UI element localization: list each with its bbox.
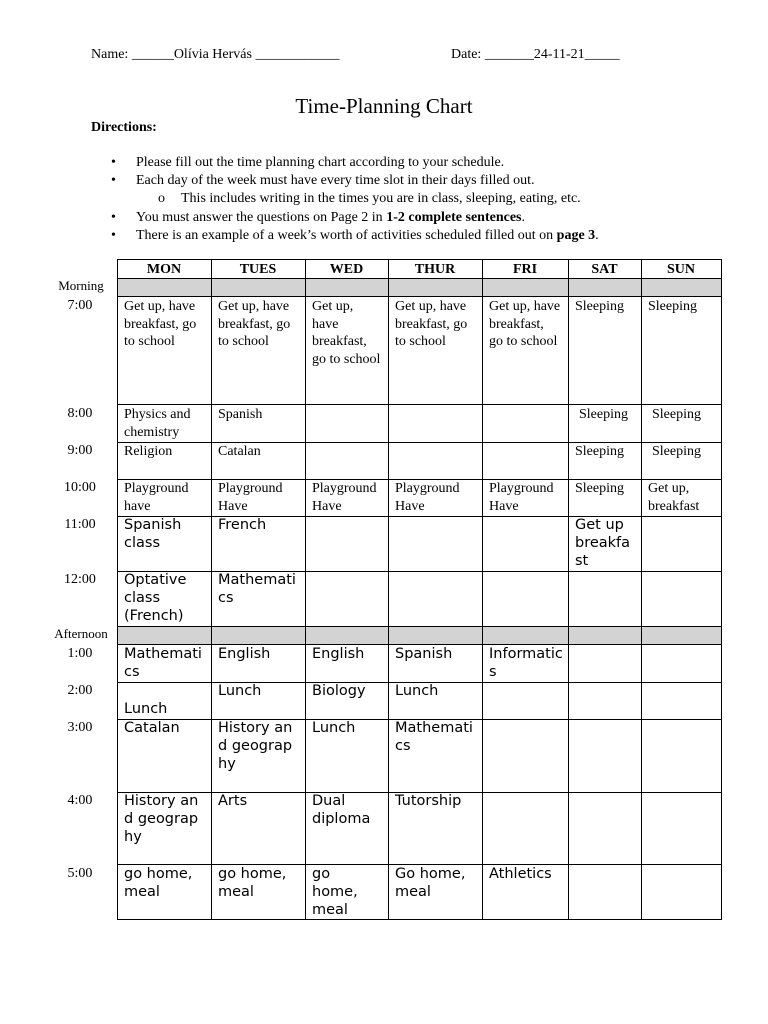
schedule-cell: Playground Have [489, 481, 554, 514]
page-title: Time-Planning Chart [295, 94, 473, 118]
directions-emphasis: page 3 [556, 228, 596, 243]
time-label: 2:00 [67, 683, 93, 698]
schedule-cell: Catalan [124, 720, 180, 736]
time-label: 10:00 [64, 480, 96, 495]
schedule-cell: Lunch [395, 683, 439, 699]
time-label: 11:00 [64, 517, 96, 532]
time-label: 12:00 [64, 572, 96, 587]
schedule-cell: Get up, have breakfast, go to school [395, 299, 468, 349]
schedule-cell: Lunch [124, 701, 168, 717]
directions-item [111, 209, 525, 227]
table-rule [388, 259, 389, 920]
time-label: 9:00 [67, 443, 93, 458]
section-label-afternoon: Afternoon [54, 626, 108, 641]
day-header-sat: SAT [591, 262, 618, 277]
date-field: Date: _______24-11-21_____ [451, 47, 620, 62]
schedule-cell: Sleeping [575, 299, 624, 314]
bullet-icon: • [111, 155, 116, 170]
table-rule [641, 259, 642, 920]
afternoon-shaded-row [118, 627, 722, 644]
bullet-icon: • [111, 173, 116, 188]
sub-bullet-marker: o [158, 191, 165, 206]
schedule-cell: Spanish class [124, 517, 182, 552]
schedule-cell: Get up, have breakfast, go to school [124, 299, 197, 349]
schedule-cell: Playground Have [218, 481, 283, 514]
schedule-cell: Sleeping [575, 481, 624, 496]
morning-shaded-row [118, 279, 722, 296]
schedule-cell: Get up breakfast [575, 517, 631, 570]
table-rule [568, 259, 569, 920]
schedule-cell: Get up, have breakfast, go to school [312, 299, 381, 367]
schedule-cell: Physics and chemistry [124, 407, 191, 440]
table-rule [117, 259, 118, 920]
table-rule [482, 259, 483, 920]
table-rule [117, 296, 722, 297]
schedule-cell: Get up, have breakfast, go to school [218, 299, 291, 349]
day-header-mon: MON [146, 262, 182, 277]
schedule-cell: Optative class (French) [124, 572, 187, 625]
schedule-cell: Mathematics [124, 646, 202, 681]
directions-item-text: You must answer the questions on Page 2 in [136, 210, 387, 225]
schedule-cell: Playground Have [395, 481, 460, 514]
schedule-cell: History and geography [124, 793, 199, 846]
schedule-cell: Athletics [489, 866, 552, 882]
schedule-cell: English [218, 646, 271, 662]
section-label-morning: Morning [58, 278, 104, 293]
schedule-cell: Biology [312, 683, 366, 699]
schedule-cell: Catalan [218, 444, 261, 459]
directions-item-text: Each day of the week must have every time slot in their days filled out. [136, 173, 535, 188]
schedule-cell: Get up, breakfast [648, 481, 700, 514]
schedule-cell: Mathematics [395, 720, 473, 755]
bullet-icon: • [111, 228, 116, 243]
table-rule [211, 259, 212, 920]
day-header-fri: FRI [512, 262, 538, 277]
time-label: 1:00 [67, 646, 93, 661]
schedule-cell: Lunch [312, 720, 356, 736]
directions-item-text: There is an example of a week’s worth of activities scheduled filled out on [136, 228, 557, 243]
directions-item-end: . [521, 210, 525, 225]
directions-item-text: Please fill out the time planning chart according to your schedule. [136, 155, 505, 170]
schedule-cell: Sleeping [575, 444, 624, 459]
directions-subitem [158, 190, 581, 208]
schedule-cell: Playground Have [312, 481, 377, 514]
schedule-cell: Spanish [218, 407, 263, 422]
schedule-cell: Lunch [218, 683, 262, 699]
table-rule [117, 919, 722, 920]
time-label: 4:00 [67, 793, 93, 808]
schedule-cell: Dual diploma [312, 793, 371, 828]
schedule-cell: Arts [218, 793, 248, 809]
schedule-cell: Mathematics [218, 572, 296, 607]
schedule-cell: Sleeping [652, 444, 701, 459]
schedule-cell: go home, meal [218, 866, 287, 901]
schedule-cell: Tutorship [395, 793, 462, 809]
schedule-cell: Playground have [124, 481, 189, 514]
name-field: Name: ______Olívia Hervás ____________ [91, 47, 340, 62]
schedule-cell: Get up, have breakfast, go to school [489, 299, 561, 349]
directions-item-end: . [595, 228, 599, 243]
schedule-cell: Informatics [489, 646, 563, 681]
directions-subitem-text: This includes writing in the times you are in class, sleeping, eating, etc. [181, 191, 581, 206]
day-header-wed: WED [329, 262, 364, 277]
day-header-sun: SUN [666, 262, 695, 277]
directions-label: Directions: [91, 120, 157, 135]
schedule-cell: Spanish [395, 646, 453, 662]
time-label: 7:00 [67, 298, 93, 313]
directions-item [111, 154, 505, 172]
schedule-cell: English [312, 646, 365, 662]
schedule-cell: go home, meal [124, 866, 193, 901]
directions-emphasis: 1-2 complete sentences [386, 210, 522, 225]
time-label: 3:00 [67, 720, 93, 735]
day-header-thur: THUR [414, 262, 456, 277]
table-rule [117, 626, 722, 627]
schedule-cell: Go home, meal [395, 866, 466, 901]
directions-item [111, 172, 535, 190]
schedule-cell: Religion [124, 444, 173, 459]
schedule-cell: Sleeping [579, 407, 628, 422]
table-rule [305, 259, 306, 920]
time-label: 5:00 [67, 866, 93, 881]
schedule-cell: French [218, 517, 267, 533]
bullet-icon: • [111, 210, 116, 225]
day-header-tues: TUES [239, 262, 277, 277]
time-label: 8:00 [67, 406, 93, 421]
table-rule [117, 404, 722, 405]
table-rule [721, 259, 722, 920]
schedule-cell: History and geography [218, 720, 293, 773]
schedule-cell: go home, meal [312, 866, 358, 919]
schedule-cell: Sleeping [652, 407, 701, 422]
directions-item [111, 227, 599, 245]
schedule-cell: Sleeping [648, 299, 697, 314]
